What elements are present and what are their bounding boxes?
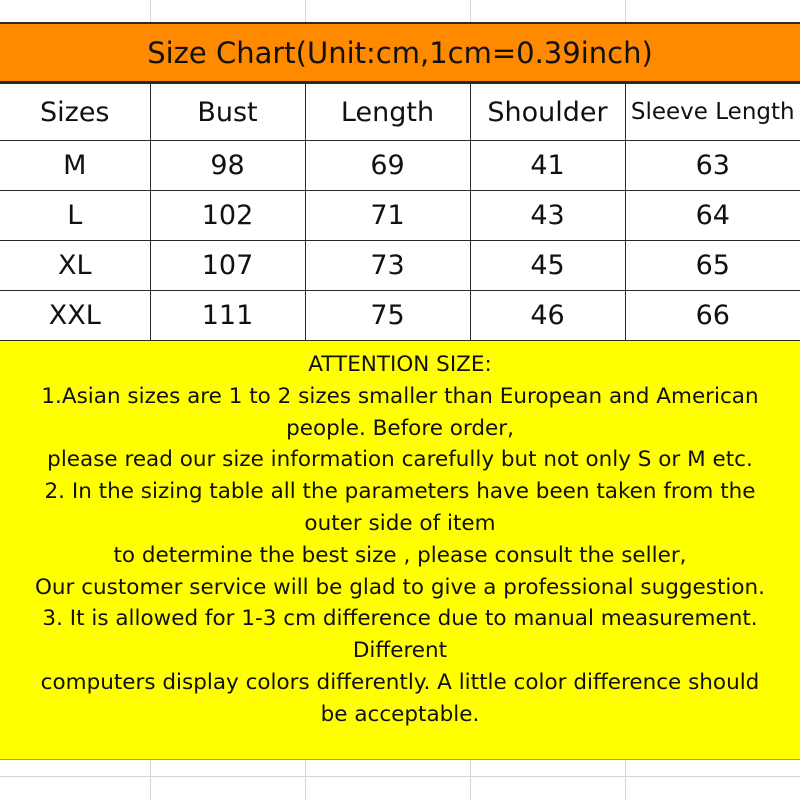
grid-line — [625, 0, 626, 22]
cell-size: L — [0, 191, 150, 241]
cell-sleeve-length: 66 — [625, 291, 800, 341]
cell-size: XL — [0, 241, 150, 291]
attention-line: computers display colors differently. A little color difference should — [40, 669, 760, 695]
table-row — [0, 191, 800, 241]
attention-notice — [0, 340, 800, 760]
grid-line — [150, 0, 151, 22]
grid-line — [305, 0, 306, 22]
header-bust: Bust — [150, 84, 305, 141]
cell-shoulder: 41 — [470, 141, 625, 191]
size-table — [0, 83, 800, 341]
grid-line — [305, 760, 306, 800]
header-sleeve-length: Sleeve Length — [625, 84, 800, 141]
cell-sleeve-length: 63 — [625, 141, 800, 191]
attention-line: 3. It is allowed for 1-3 cm difference due to manual measurement. — [42, 606, 758, 632]
cell-bust: 102 — [150, 191, 305, 241]
cell-length: 75 — [305, 291, 470, 341]
attention-line: 2. In the sizing table all the parameters have been taken from the — [44, 479, 756, 505]
attention-line: Different — [352, 638, 448, 664]
cell-length: 69 — [305, 141, 470, 191]
grid-line — [150, 760, 151, 800]
cell-bust: 107 — [150, 241, 305, 291]
cell-shoulder: 45 — [470, 241, 625, 291]
cell-length: 71 — [305, 191, 470, 241]
header-shoulder: Shoulder — [470, 84, 625, 141]
cell-size: M — [0, 141, 150, 191]
grid-line — [470, 0, 471, 22]
attention-line: to determine the best size , please consult the seller, — [113, 542, 687, 568]
cell-bust: 111 — [150, 291, 305, 341]
grid-line — [625, 760, 626, 800]
attention-line: 1.Asian sizes are 1 to 2 sizes smaller than European and American — [41, 383, 759, 409]
size-chart-title-bar — [0, 22, 800, 83]
table-row — [0, 141, 800, 191]
cell-size: XXL — [0, 291, 150, 341]
cell-shoulder: 46 — [470, 291, 625, 341]
cell-sleeve-length: 65 — [625, 241, 800, 291]
attention-line: be acceptable. — [320, 701, 480, 727]
cell-sleeve-length: 64 — [625, 191, 800, 241]
header-sizes: Sizes — [0, 84, 150, 141]
attention-heading: ATTENTION SIZE: — [308, 352, 492, 377]
attention-line: people. Before order, — [286, 415, 514, 441]
attention-line: outer side of item — [304, 510, 496, 536]
attention-line: Our customer service will be glad to give a professional suggestion. — [35, 574, 765, 600]
cell-length: 73 — [305, 241, 470, 291]
cell-bust: 98 — [150, 141, 305, 191]
cell-shoulder: 43 — [470, 191, 625, 241]
size-chart-title: Size Chart(Unit:cm,1cm=0.39inch) — [147, 35, 653, 70]
grid-line — [470, 760, 471, 800]
grid-line — [0, 776, 800, 777]
table-row — [0, 241, 800, 291]
header-length: Length — [305, 84, 470, 141]
attention-line: please read our size information carefully but not only S or M etc. — [47, 447, 753, 473]
table-row — [0, 291, 800, 341]
table-header-row — [0, 84, 800, 141]
